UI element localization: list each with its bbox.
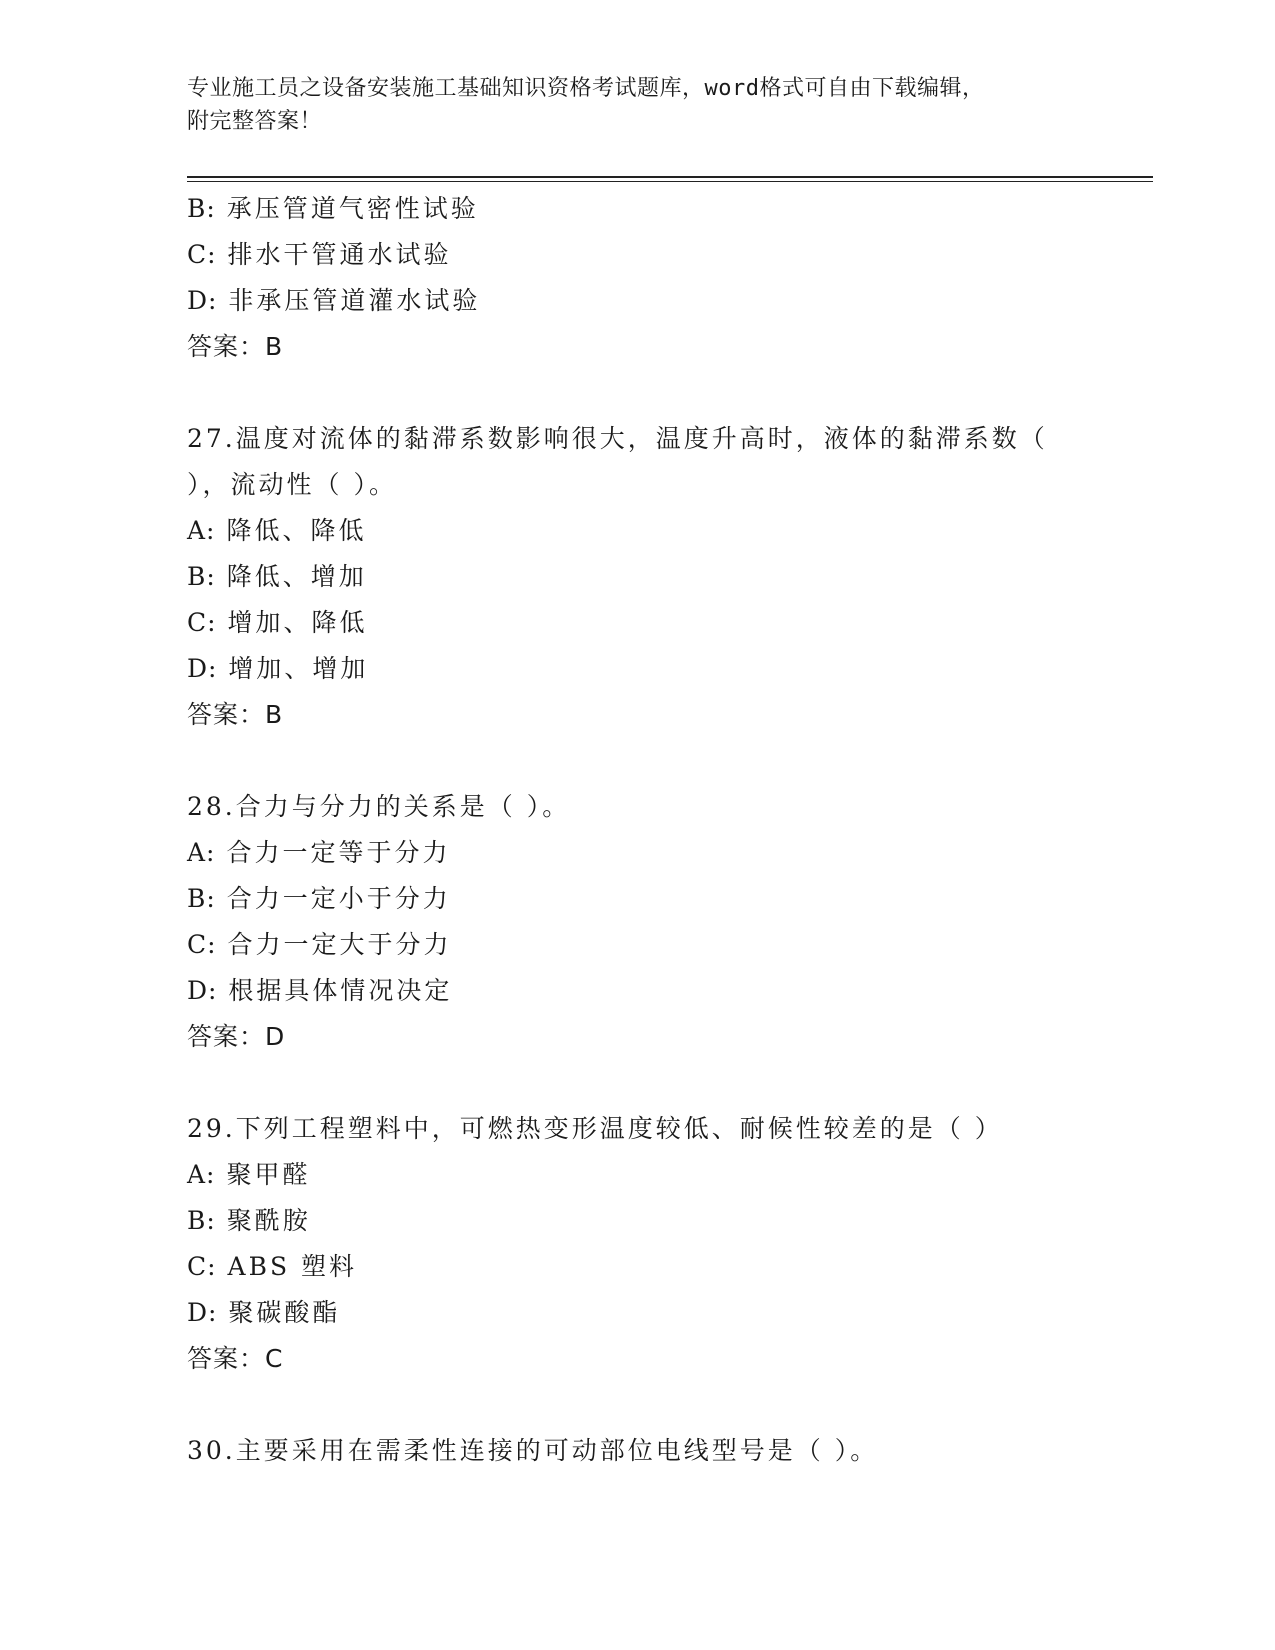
option-d: D: 根据具体情况决定 bbox=[187, 976, 453, 1005]
option-c: C: 增加、降低 bbox=[187, 608, 368, 637]
spacer bbox=[187, 1382, 1087, 1428]
spacer bbox=[187, 370, 1087, 416]
option-c: C: 合力一定大于分力 bbox=[187, 930, 452, 959]
spacer bbox=[187, 1060, 1087, 1106]
question-27 bbox=[187, 416, 1087, 738]
question-28 bbox=[187, 784, 1087, 1060]
option-c: C: ABS 塑料 bbox=[187, 1252, 358, 1281]
question-stem: 30.主要采用在需柔性连接的可动部位电线型号是（ ）。 bbox=[187, 1436, 879, 1465]
option-d: D: 非承压管道灌水试验 bbox=[187, 286, 481, 315]
answer: 答案：C bbox=[187, 1344, 284, 1373]
page-header bbox=[187, 72, 1067, 138]
option-a: A: 合力一定等于分力 bbox=[187, 838, 451, 867]
option-c: C: 排水干管通水试验 bbox=[187, 240, 452, 269]
question-26-tail bbox=[187, 186, 1087, 370]
answer: 答案：D bbox=[187, 1022, 286, 1051]
question-content bbox=[187, 186, 1087, 1474]
question-stem: 27.温度对流体的黏滞系数影响很大，温度升高时，液体的黏滞系数（ bbox=[187, 424, 1048, 453]
header-line-2: 附完整答案！ bbox=[187, 109, 323, 134]
answer: 答案：B bbox=[187, 332, 284, 361]
option-b: B: 聚酰胺 bbox=[187, 1206, 311, 1235]
option-d: D: 增加、增加 bbox=[187, 654, 369, 683]
option-b: B: 承压管道气密性试验 bbox=[187, 194, 479, 223]
question-stem: ），流动性（ ）。 bbox=[187, 470, 397, 499]
option-a: A: 聚甲醛 bbox=[187, 1160, 311, 1189]
answer: 答案：B bbox=[187, 700, 284, 729]
question-stem: 29.下列工程塑料中，可燃热变形温度较低、耐候性较差的是（ ） bbox=[187, 1114, 1003, 1143]
spacer bbox=[187, 738, 1087, 784]
question-29 bbox=[187, 1106, 1087, 1382]
option-a: A: 降低、降低 bbox=[187, 516, 367, 545]
option-b: B: 合力一定小于分力 bbox=[187, 884, 451, 913]
option-d: D: 聚碳酸酯 bbox=[187, 1298, 341, 1327]
question-30 bbox=[187, 1428, 1087, 1474]
option-b: B: 降低、增加 bbox=[187, 562, 367, 591]
header-divider bbox=[187, 176, 1153, 182]
header-line-1: 专业施工员之设备安装施工基础知识资格考试题库，word格式可自由下载编辑， bbox=[187, 76, 985, 101]
question-stem: 28.合力与分力的关系是（ ）。 bbox=[187, 792, 571, 821]
